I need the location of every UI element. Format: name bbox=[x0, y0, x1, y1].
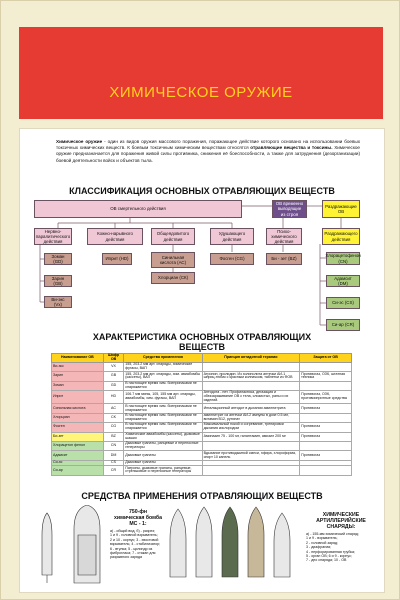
cell-code: CK bbox=[103, 413, 123, 422]
table-row bbox=[52, 404, 352, 413]
cell-code: DM bbox=[103, 451, 123, 460]
characteristics-heading bbox=[20, 332, 384, 352]
cell-code: AC bbox=[103, 404, 123, 413]
bomb-legend-1: 1 и 9 - головной взрыватель; bbox=[110, 533, 158, 538]
agent-cn: Хлорацетофенон (CN) bbox=[325, 253, 361, 264]
cell-protection: Противогаз bbox=[300, 451, 352, 460]
shells-caption-line-3: СНАРЯДЫ: bbox=[326, 524, 356, 530]
cell-code: VX bbox=[103, 362, 123, 371]
cell-name: Би-зет bbox=[52, 432, 104, 441]
cell-code: CR bbox=[103, 466, 123, 475]
cell-application: 155, 203.2 мм арт. снаряды, хим. авиабомбы (кассеты), ВАП bbox=[124, 372, 202, 381]
cell-application: Дымовые гранаты bbox=[124, 451, 202, 460]
agent-dm: Адамсит (DM) bbox=[326, 275, 360, 287]
agent-soman: Зоман (GD) bbox=[44, 253, 72, 265]
class-temporary: ОВ временно выводящие из строя bbox=[272, 200, 307, 218]
shells-legend-4: 4 - перфорированная трубка; bbox=[306, 549, 356, 554]
shell-2 bbox=[196, 507, 212, 577]
bomb-legend bbox=[110, 529, 166, 560]
cell-code: CG bbox=[103, 423, 123, 432]
cell-antidote: Максимальный покой и согревание, тренировки дыхания кислородом bbox=[202, 423, 300, 432]
cell-antidote: амилнитрит из аптечки АИ-2 ампулы в дозе 0.5 мл, витамин В12, рутинат bbox=[202, 413, 300, 422]
shells-caption-line-2: АРТИЛЛЕРИЙСКИЕ bbox=[316, 518, 366, 524]
shell-5 bbox=[274, 513, 290, 577]
table-row bbox=[52, 413, 352, 422]
cell-antidote bbox=[202, 441, 300, 450]
cell-antidote bbox=[202, 362, 300, 371]
bomb-legend-0: а) - общий вид, б) - разрез; bbox=[110, 529, 156, 533]
agent-sarin: Зарин (GB) bbox=[44, 275, 72, 287]
cell-name: Фосген bbox=[52, 423, 104, 432]
table-row bbox=[52, 451, 352, 460]
agent-cs: Си-эс (CS) bbox=[326, 297, 360, 309]
shells-legend bbox=[306, 532, 376, 563]
cell-code: GD bbox=[103, 381, 123, 390]
class-lethal: ОВ смертельного действия bbox=[34, 200, 242, 218]
group-general: Общеядовитого действия bbox=[151, 228, 195, 245]
shell-3 bbox=[222, 507, 238, 577]
group-psycho: Психо-химического действия bbox=[266, 228, 302, 245]
means-heading: СРЕДСТВА ПРИМЕНЕНИЯ ОТРАВЛЯЮЩИХ ВЕЩЕСТВ bbox=[81, 491, 323, 501]
cell-antidote: Вдыхание противодымной смеси, эфира, хлороформа, спирт 10 капель bbox=[202, 451, 300, 460]
intro-part-2: Химическое оружие предназначается для поражения живой силы противника, снижения её боеспособности, а также для затруднения (дезорганизации) боевой деятельности войск и объектов тыла. bbox=[56, 145, 360, 163]
cell-protection: Противогаз bbox=[300, 404, 352, 413]
cell-application: Химические авиабомбы (кассеты), дымовые шашки bbox=[124, 432, 202, 441]
table-row bbox=[52, 381, 352, 390]
cell-protection bbox=[300, 413, 352, 422]
table-row bbox=[52, 466, 352, 475]
agent-cr: Си-ар (CR) bbox=[326, 319, 360, 331]
cell-code: BZ bbox=[103, 432, 123, 441]
cell-antidote bbox=[202, 466, 300, 475]
header-banner bbox=[19, 27, 383, 119]
cell-antidote: Ингаляционный антидот в дыхании амилнитрита bbox=[202, 404, 300, 413]
cell-protection: Противогаз, ОЗК, штатная техника bbox=[300, 372, 352, 381]
shells-legend-5: 5 - орган ОВ; 6 и 9 - корпус; bbox=[306, 554, 352, 559]
cell-code: HD bbox=[103, 391, 123, 404]
table-row bbox=[52, 423, 352, 432]
cell-name: Зоман bbox=[52, 381, 104, 390]
shells-caption-line-1: ХИМИЧЕСКИЕ bbox=[322, 512, 360, 518]
shells-legend-6: 7 - дно снаряда; 10 - ОВ bbox=[306, 558, 347, 563]
cell-application: В настоящее время хим. боеприпасами не снаряжается bbox=[124, 413, 202, 422]
shells-legend-3: 3 - диафрагма; bbox=[306, 545, 332, 550]
col-protection: Защита от ОВ bbox=[300, 354, 352, 363]
cell-protection: Противогаз bbox=[300, 423, 352, 432]
agent-yperite: Иприт (HD) bbox=[102, 253, 132, 265]
table-row bbox=[52, 441, 352, 450]
classification-heading: КЛАССИФИКАЦИЯ ОСНОВНЫХ ОТРАВЛЯЮЩИХ ВЕЩЕСТВ bbox=[69, 186, 335, 196]
col-name: Наименование ОВ bbox=[52, 354, 104, 363]
class-irritant: Раздражающие ОВ bbox=[322, 200, 360, 218]
cell-protection bbox=[300, 381, 352, 390]
cell-application: Дымовые гранаты, ранцевые и переносные генераторы bbox=[124, 441, 202, 450]
agent-bz: Би - зет (BZ) bbox=[266, 253, 302, 265]
bomb-caption-line-1: 750-фн bbox=[128, 509, 148, 515]
cell-application: Патроны, дымовые гранаты, ранцевые, стрельковые и переносные генераторы bbox=[124, 466, 202, 475]
cell-antidote bbox=[202, 381, 300, 390]
agent-ck: Хлорциан (СК) bbox=[151, 272, 195, 284]
shells-caption bbox=[310, 512, 372, 530]
shells-legend-0: а) - 155-мм химический снаряд; bbox=[306, 532, 359, 536]
cell-name: Иприт bbox=[52, 391, 104, 404]
shells-legend-1: 1 и 9 - взрыватель; bbox=[306, 536, 338, 541]
agent-phosgene: Фосген (CG) bbox=[210, 253, 254, 265]
cell-protection bbox=[300, 441, 352, 450]
cell-name: Адамсит bbox=[52, 451, 104, 460]
bomb-shape-left bbox=[42, 513, 52, 575]
bomb-caption bbox=[114, 509, 162, 527]
group-irritant: Раздражающего действия bbox=[322, 228, 360, 245]
cell-protection: Противогаз, ОЗК, противоипритные средства bbox=[300, 391, 352, 404]
page-title: ХИМИЧЕСКОЕ ОРУЖИЕ bbox=[109, 84, 293, 101]
cell-application: 155, 203.2 мм арт. снаряды, химические фугасы, ВАП bbox=[124, 362, 202, 371]
group-nerve: Нервно-паралитического действия bbox=[35, 228, 71, 245]
cell-code: CS bbox=[103, 460, 123, 466]
cell-name: Хлорацетон фенол bbox=[52, 441, 104, 450]
cell-name: Си-ар bbox=[52, 466, 104, 475]
shells-legend-2: 2 - головной заряд; bbox=[306, 540, 339, 545]
agent-hcn: Синильная кислота (АС) bbox=[151, 252, 195, 268]
bomb-legend-2: 2 и 10 - корпус; 3 - хвостовой bbox=[110, 537, 159, 542]
col-code: Шифр ОВ bbox=[103, 354, 123, 363]
agents-table bbox=[51, 353, 352, 476]
cell-application: В настоящее время хим. боеприпасами не снаряжается bbox=[124, 381, 202, 390]
cell-code: GB bbox=[103, 372, 123, 381]
bomb-caption-line-2: химическая бомба bbox=[114, 515, 162, 521]
bomb-legend-6: разрывного заряда bbox=[110, 555, 142, 560]
cell-antidote: Аминазин 75 - 100 мг, галантамин, амизил 200 мг bbox=[202, 432, 300, 441]
characteristics-heading-line-2: ВЕЩЕСТВ bbox=[179, 342, 225, 352]
bomb-legend-5: фиброгласа; 7 - стакан для bbox=[110, 551, 156, 556]
group-skin: Кожно-нарывного действия bbox=[87, 228, 143, 245]
intro-term-2: отравляющие вещества и токсины. bbox=[250, 145, 333, 151]
cell-protection bbox=[300, 466, 352, 475]
cell-antidote: Атропин, пролидин. Из холинолита аптечки АИ-1 шприц-тюбик с красным колпачком, таблетки из ФОВ bbox=[202, 372, 300, 381]
cell-antidote: Антидота - нет. Профилактика, дегазация и обеззараживание ОВ с тела, слизистых, раны и их изделий. bbox=[202, 391, 300, 404]
cell-name: Синильная кислота bbox=[52, 404, 104, 413]
cell-application: В настоящее время хим. боеприпасами не снаряжается bbox=[124, 404, 202, 413]
shell-1 bbox=[170, 509, 186, 577]
cell-protection bbox=[300, 362, 352, 371]
table-row bbox=[52, 391, 352, 404]
col-application: Средства применения bbox=[124, 354, 202, 363]
shell-4 bbox=[248, 507, 264, 577]
intro-term: Химическое оружие bbox=[56, 139, 103, 144]
cell-application: 106.7 мм мины, 105, 155 мм арт. снаряды, авиабомбы, хим. фугасы, ВАП bbox=[124, 391, 202, 404]
content-panel bbox=[19, 128, 385, 593]
bomb-caption-line-3: МС - 1: bbox=[129, 521, 147, 527]
characteristics-heading-line-1: ХАРАКТЕРИСТИКА ОСНОВНЫХ ОТРАВЛЯЮЩИХ bbox=[92, 332, 312, 342]
bomb-legend-3: взрыватель; 4 - стабилизатор; bbox=[110, 542, 161, 547]
table-row bbox=[52, 372, 352, 381]
table-row bbox=[52, 432, 352, 441]
bomb-legend-4: 6 - втулка; 5 - цилиндр из bbox=[110, 546, 153, 551]
cell-code: CN bbox=[103, 441, 123, 450]
cell-name: Ви-экс bbox=[52, 362, 104, 371]
cell-name: Хлорциан bbox=[52, 413, 104, 422]
cell-application: В настоящее время хим. боеприпасами не снаряжается bbox=[124, 423, 202, 432]
group-choking: Удушающего действия bbox=[210, 228, 254, 245]
cell-name: Зарин bbox=[52, 372, 104, 381]
agent-vx: Ви-экс (Vx) bbox=[44, 296, 72, 308]
cell-application: Дымовые гранаты bbox=[124, 460, 202, 466]
col-antidote: Принцип антидотной терапии bbox=[202, 354, 300, 363]
intro-part-1: - один из видов оружия массового поражения, поражающее действие которого основано на использовании боевых токсичных химических веществ. К боевым токсичным химическим веществам относятся bbox=[56, 139, 361, 151]
cell-name: Си-эс bbox=[52, 460, 104, 466]
table-row bbox=[52, 362, 352, 371]
cell-protection: Противогаз bbox=[300, 432, 352, 441]
